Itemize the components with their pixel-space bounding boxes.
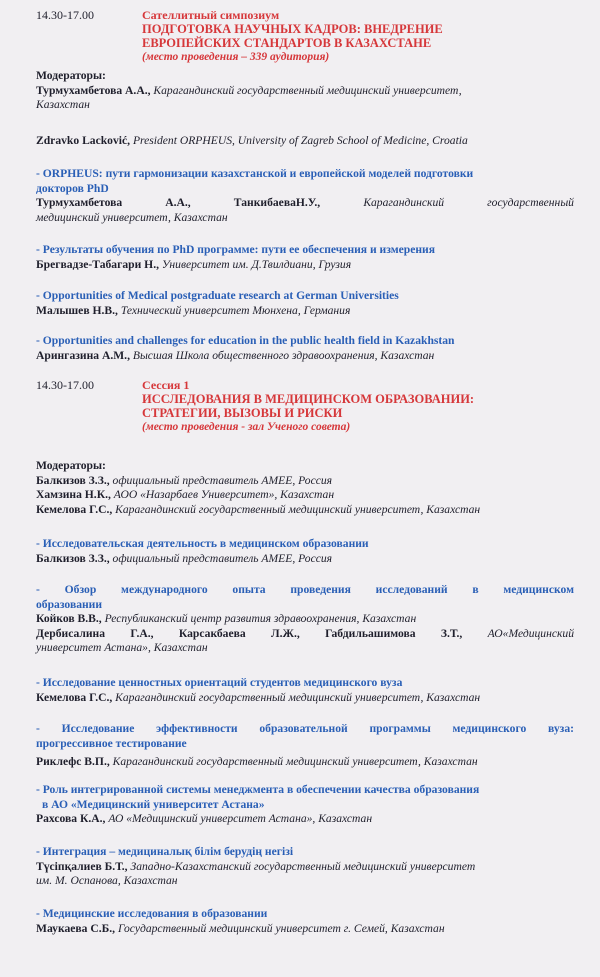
speaker-name: Арингазина А.М., <box>36 348 130 362</box>
moderator-affiliation: АОО «Назарбаев Университет», Казахстан <box>110 488 335 502</box>
speaker-affiliation: Университет им. Д.Твилдиани, Грузия <box>159 257 352 271</box>
session-moderators <box>36 459 574 517</box>
speaker-affiliation: Высшая Школа общественного здравоохранения, Казахстан <box>129 348 435 362</box>
moderator-affiliation: Карагандинский государственный медицинский университет, <box>150 83 462 97</box>
speaker-affiliation: АО «Медицинский университет Астана», Казахстан <box>105 812 373 826</box>
talk-title: - ORPHEUS: пути гармонизации казахстанской и европейской моделей подготовки <box>36 167 474 180</box>
guest-speaker <box>36 134 574 149</box>
symposium-header <box>36 8 574 72</box>
guest-affiliation: President ORPHEUS, University of Zagreb School of Medicine, Croatia <box>130 134 468 147</box>
symposium-venue: (место проведения – 339 аудитория) <box>142 51 330 63</box>
speaker-name: Балкизов З.З., <box>36 551 110 565</box>
talk-title-cont: образовании <box>36 597 103 611</box>
talk-title-cont: докторов PhD <box>36 181 109 195</box>
speaker-name: Рахсова К.А., <box>36 812 106 826</box>
talk-title: - Opportunities of Medical postgraduate research at German Universities <box>36 289 399 302</box>
speaker-affiliation: Технический университет Мюнхена, Германия <box>117 303 351 317</box>
coauthor-names: Дербисалина Г.А., Карсакбаева Л.Ж., Габдильашимова З.Т., <box>36 626 463 640</box>
talk-medical-research <box>36 907 574 936</box>
symposium-moderators <box>36 69 574 113</box>
symposium-time: 14.30-17.00 <box>36 8 94 22</box>
talk-phd-results <box>36 243 574 272</box>
talk-title: - Opportunities and challenges for education in the public health field in Kazakhstan <box>36 334 455 347</box>
talk-title: - Интеграция – медициналық білім берудің негізі <box>36 845 294 858</box>
talk-title: - Исследование ценностных ориентаций студентов медицинского вуза <box>36 676 403 689</box>
session-title-line-1: ИССЛЕДОВАНИЯ В МЕДИЦИНСКОМ ОБРАЗОВАНИИ: <box>142 392 475 406</box>
talk-title-cont: в АО «Медицинский университет Астана» <box>42 797 265 811</box>
moderator-name: Турмухамбетова А.А., <box>36 83 151 97</box>
coauthor-affiliation-cont: университет Астана», Казахстан <box>36 641 208 655</box>
talk-integration <box>36 845 574 889</box>
talk-orpheus <box>36 167 574 225</box>
moderator-affiliation: Карагандинский государственный медицинский университет, Казахстан <box>112 502 481 516</box>
speaker-name: Койков В.В., <box>36 612 102 626</box>
symposium-title-line-2: ЕВРОПЕЙСКИХ СТАНДАРТОВ В КАЗАХСТАНЕ <box>142 36 432 50</box>
speaker-affiliation: Карагандинский государственный медицинский университет, Казахстан <box>109 755 478 769</box>
moderators-heading: Модераторы: <box>36 69 106 82</box>
moderator-name: Кемелова Г.С., <box>36 502 113 516</box>
speaker-name: Турмухамбетова <box>36 196 123 210</box>
speaker-name: Кемелова Г.С., <box>36 690 113 704</box>
talk-progress-testing <box>36 722 574 770</box>
coauthor-affiliation: АО«Медицинский <box>462 626 574 640</box>
speaker-affiliation-2: государственный <box>487 196 574 210</box>
guest-name: Zdravko Lacković, <box>36 134 131 147</box>
moderator-affiliation-cont: Казахстан <box>36 98 90 112</box>
speaker-name: Риклефс В.П., <box>36 755 110 769</box>
talk-title: - Обзор международного опыта проведения исследований в медицинском <box>36 583 574 596</box>
moderator-name: Хамзина Н.К., <box>36 488 111 502</box>
session-label: Сессия 1 <box>142 378 190 392</box>
symposium-label: Сателлитный симпозиум <box>142 8 280 22</box>
speaker-affiliation: Карагандинский <box>363 196 445 210</box>
speaker-initials: А.А., <box>165 196 191 210</box>
speaker-name: Брегвадзе-Табагари Н., <box>36 257 159 271</box>
moderator-name: Балкизов З.З., <box>36 473 110 487</box>
talk-value-orientations <box>36 676 574 705</box>
speaker-affiliation: Карагандинский государственный медицинский университет, Казахстан <box>112 690 481 704</box>
session-venue: (место проведения - зал Ученого совета) <box>142 421 351 433</box>
session-title-line-2: СТРАТЕГИИ, ВЫЗОВЫ И РИСКИ <box>142 406 343 420</box>
talk-international-review <box>36 583 574 656</box>
speaker-name: Түсіпқалиев Б.Т., <box>36 859 128 873</box>
talk-title: - Результаты обучения по PhD программе: пути ее обеспечения и измерения <box>36 243 435 256</box>
session-header <box>36 378 574 442</box>
talk-public-health <box>36 334 574 363</box>
speaker-affiliation: официальный представитель AMEE, Россия <box>109 551 333 565</box>
session-event <box>142 378 572 434</box>
speaker-affiliation: Республиканский центр развития здравоохранения, Казахстан <box>101 612 417 626</box>
speaker-affiliation-cont: медицинский университет, Казахстан <box>36 210 228 224</box>
talk-title-cont: прогрессивное тестирование <box>36 736 187 750</box>
speaker-affiliation-cont: им. М. Оспанова, Казахстан <box>36 874 178 888</box>
session-time: 14.30-17.00 <box>36 378 94 392</box>
speaker-name-2: ТанкибаеваН.У., <box>233 196 321 210</box>
speaker-name: Маукаева С.Б., <box>36 921 116 935</box>
talk-title: - Исследовательская деятельность в медицинском образовании <box>36 537 369 550</box>
moderator-affiliation: официальный представитель AMEE, Россия <box>109 473 333 487</box>
talk-research-activity <box>36 537 574 566</box>
talk-title: - Медицинские исследования в образовании <box>36 907 268 920</box>
talk-quality-management <box>36 783 574 827</box>
speaker-affiliation: Западно-Казахстанский государственный медицинский университет <box>127 859 476 873</box>
speaker-name: Малышев Н.В., <box>36 303 118 317</box>
moderators-heading: Модераторы: <box>36 459 106 472</box>
speaker-affiliation: Государственный медицинский университет г. Семей, Казахстан <box>115 921 445 935</box>
symposium-event <box>142 8 572 64</box>
talk-german-universities <box>36 289 574 318</box>
talk-title: - Исследование эффективности образовательной программы медицинского вуза: <box>36 722 574 735</box>
talk-title: - Роль интегрированной системы менеджмента в обеспечении качества образования <box>36 783 480 796</box>
symposium-title-line-1: ПОДГОТОВКА НАУЧНЫХ КАДРОВ: ВНЕДРЕНИЕ <box>142 22 443 36</box>
